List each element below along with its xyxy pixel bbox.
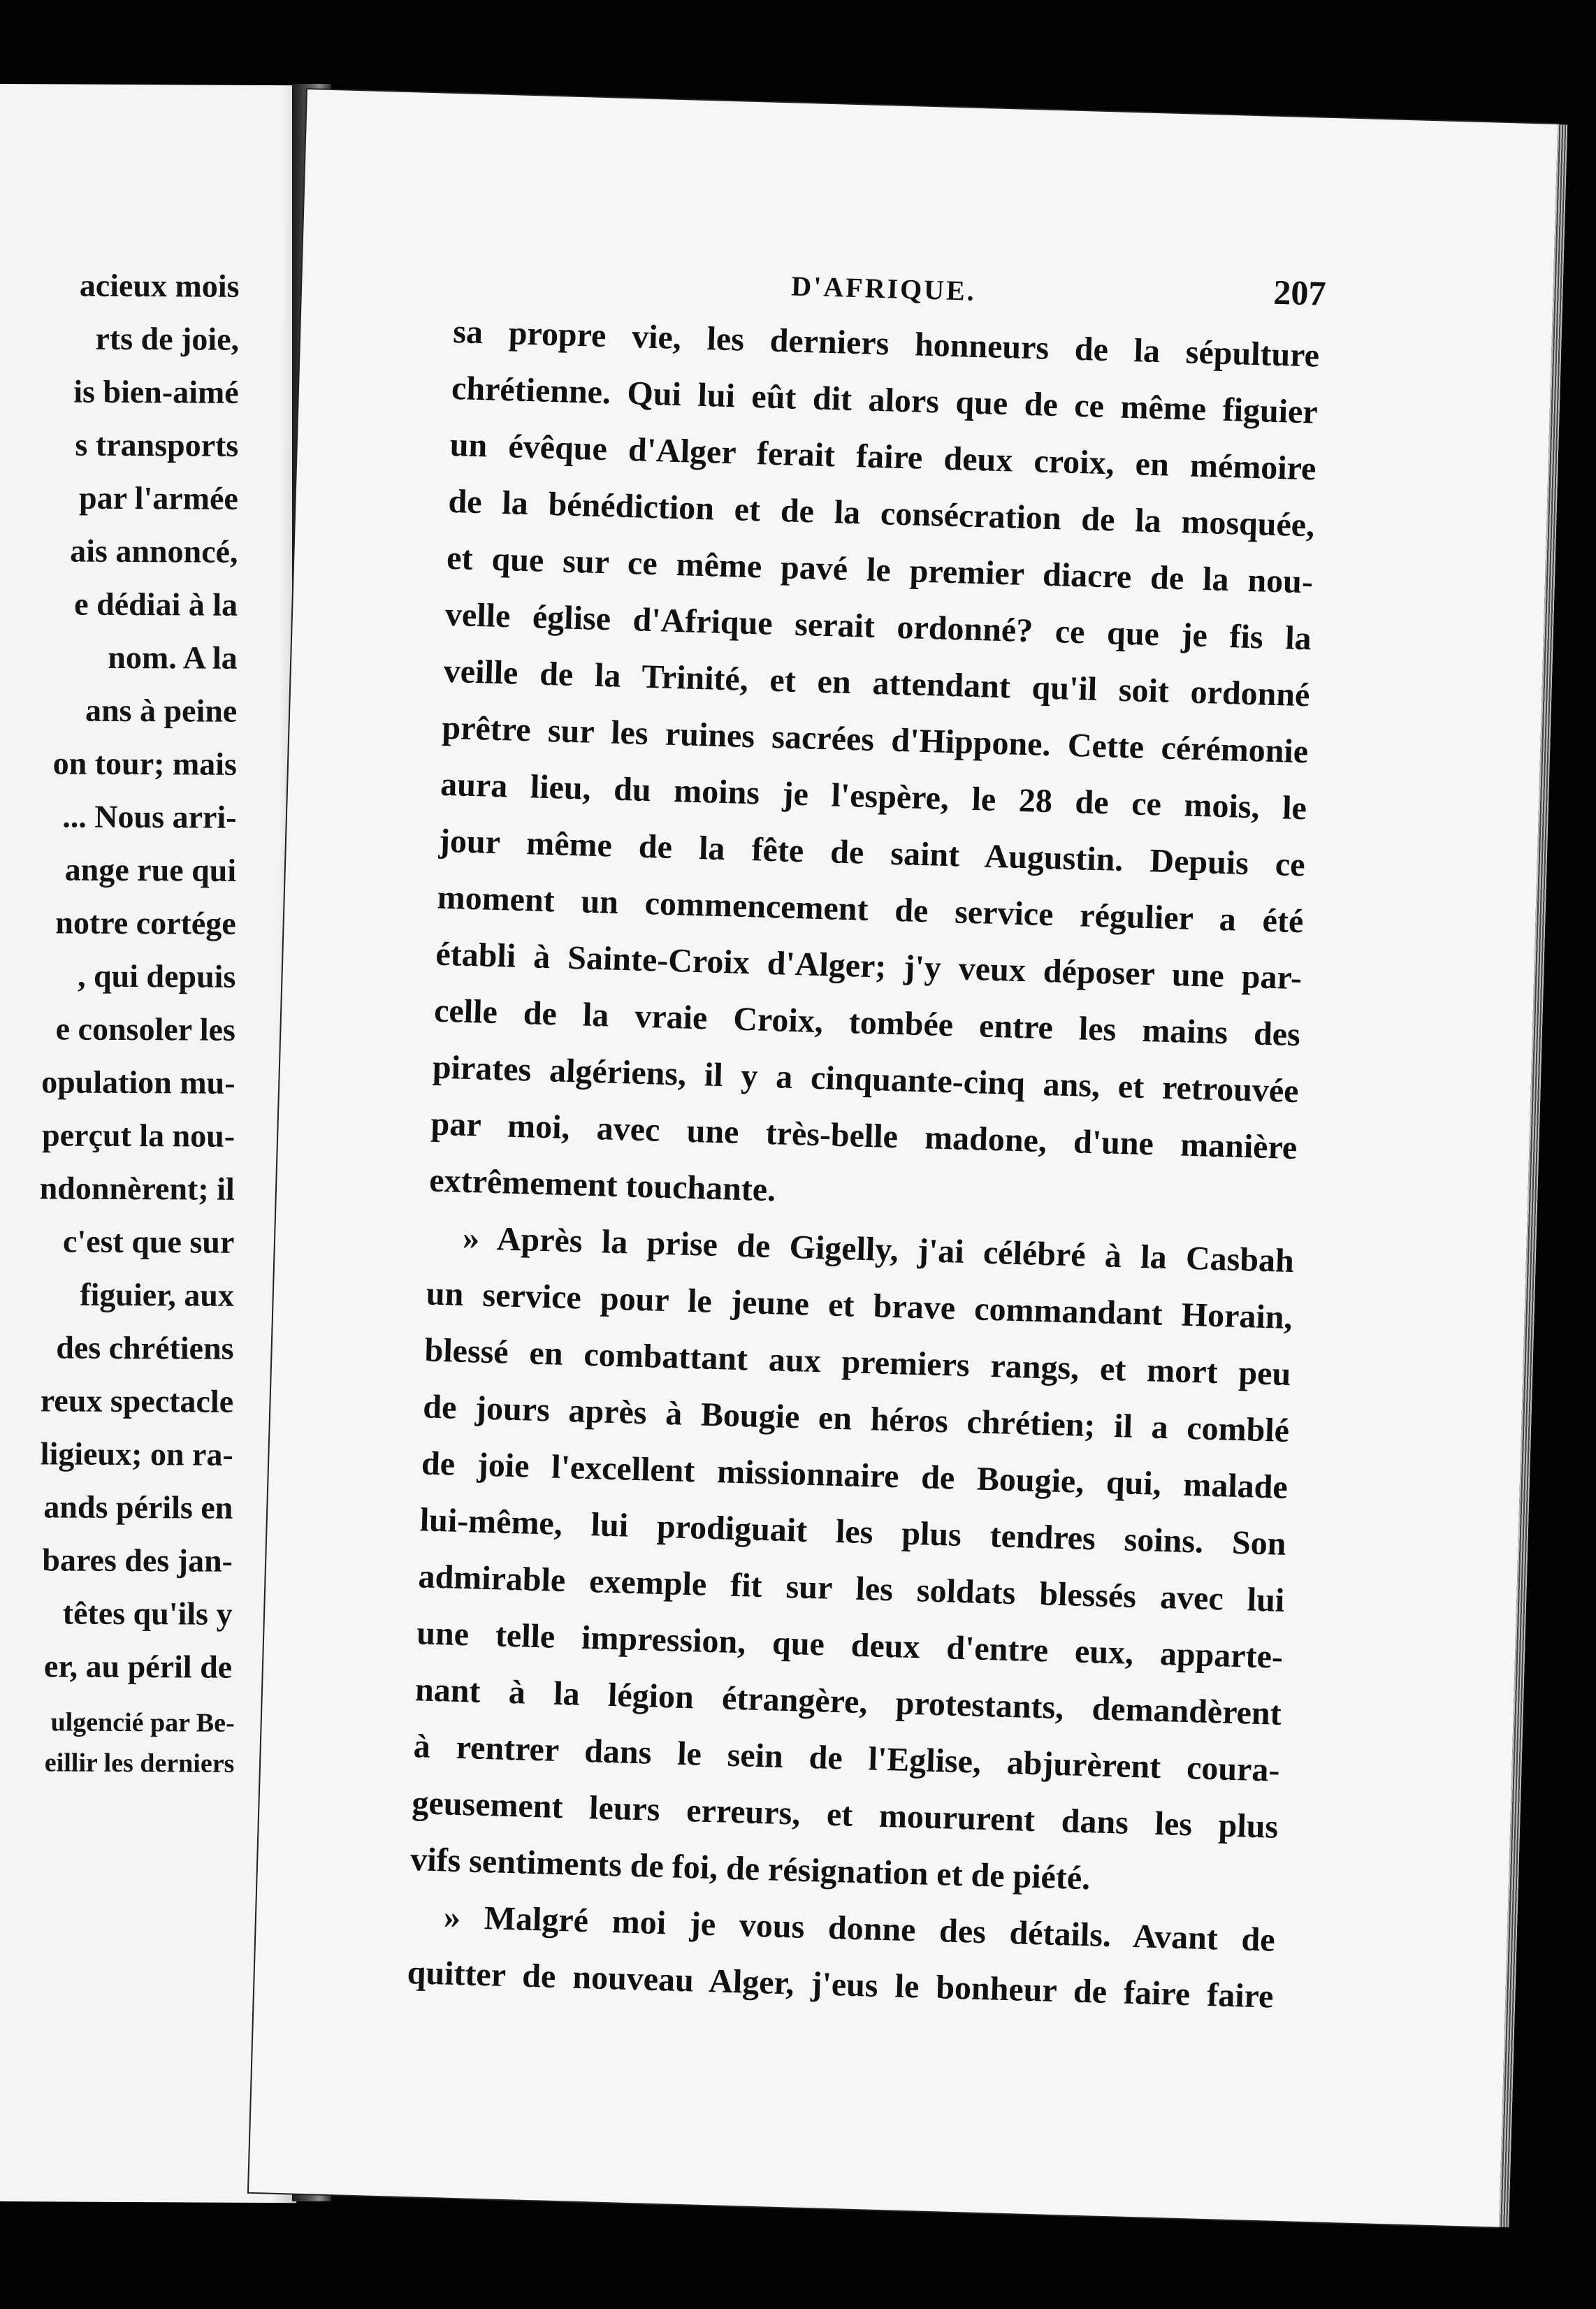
text-line: ligieux; on ra- xyxy=(40,1435,233,1472)
text-line: à rentrer dans le sein de l'Eglise, abjurèrent coura- xyxy=(413,1728,1281,1789)
text-line: opulation mu- xyxy=(41,1064,235,1101)
text-line: » Malgré moi je vous donne des détails. Avant de xyxy=(443,1898,1276,1959)
text-line: quitter de nouveau Alger, j'eus le bonheur de faire faire xyxy=(407,1954,1275,2015)
text-line: pirates algériens, il y a cinquante-cinq ans, et retrouvée xyxy=(432,1048,1300,1110)
running-head: D'AFRIQUE. xyxy=(790,270,977,307)
text-line: moment un commencement de service régulier a été xyxy=(437,878,1305,941)
text-line: s transports xyxy=(75,426,239,463)
text-line: , qui depuis xyxy=(77,957,236,994)
right-page-text xyxy=(407,303,1320,2025)
text-line: une telle impression, que deux d'entre eux, apparte- xyxy=(416,1614,1284,1676)
text-line: de jours après à Bougie en héros chrétien; il a comblé xyxy=(422,1388,1290,1449)
text-line: figuier, aux xyxy=(80,1276,235,1313)
text-line: un évêque d'Alger ferait faire deux croix, en mémoire xyxy=(449,426,1317,488)
text-line: lui-même, lui prodiguait les plus tendres soins. Son xyxy=(419,1501,1287,1563)
text-line: e consoler les xyxy=(55,1011,236,1048)
text-line: veille de la Trinité, et en attendant qu'il soit ordonné xyxy=(443,652,1311,714)
text-line: ndonnèrent; il xyxy=(39,1170,235,1207)
text-line: prêtre sur les ruines sacrées d'Hippone. Cette cérémonie xyxy=(441,709,1309,771)
text-line: et que sur ce même pavé le premier diacre de la nou- xyxy=(446,539,1314,601)
text-line: vifs sentiments de foi, de résignation et de piété. xyxy=(409,1841,1091,1897)
text-line: is bien-aimé xyxy=(73,373,239,410)
text-line: un service pour le jeune et brave commandant Horain, xyxy=(426,1275,1293,1337)
text-line: er, au péril de xyxy=(43,1648,233,1685)
page-number: 207 xyxy=(1272,272,1327,313)
left-page-text xyxy=(0,258,240,1694)
text-line: aura lieu, du moins je l'espère, le 28 de ce mois, le xyxy=(440,765,1307,827)
text-line: de la bénédiction et de la consécration de la mosquée, xyxy=(447,482,1315,544)
page-edge xyxy=(1499,124,1567,2227)
text-line: blessé en combattant aux premiers rangs, et mort peu xyxy=(423,1331,1291,1393)
text-line: c'est que sur xyxy=(62,1223,235,1260)
footnote-line: ulgencié par Be- xyxy=(50,1707,235,1738)
text-line: notre cortége xyxy=(55,904,236,941)
text-line: celle de la vraie Croix, tombée entre les mains des xyxy=(433,992,1301,1054)
text-line: geusement leurs erreurs, et moururent dans les plus xyxy=(411,1784,1279,1846)
text-line: reux spectacle xyxy=(40,1382,234,1419)
text-line: ans à peine xyxy=(85,692,238,729)
text-line: ... Nous arri- xyxy=(62,798,237,835)
text-line: par moi, avec une très-belle madone, d'une manière xyxy=(430,1105,1298,1167)
text-line: ange rue qui xyxy=(64,851,237,888)
text-line: acieux mois xyxy=(79,267,240,304)
text-line: rts de joie, xyxy=(95,320,240,357)
text-line: têtes qu'ils y xyxy=(62,1595,233,1632)
text-line: extrêmement touchante. xyxy=(428,1161,776,1209)
text-line: ais annoncé, xyxy=(70,533,238,570)
text-line: chrétienne. Qui lui eût dit alors que de ce même figuier xyxy=(451,369,1319,431)
text-line: de joie l'excellent missionnaire de Bougie, qui, malade xyxy=(421,1445,1289,1506)
text-line: admirable exemple fit sur les soldats blessés avec lui xyxy=(417,1558,1285,1619)
text-line: e dédiai à la xyxy=(74,586,238,623)
text-line: nant à la légion étrangère, protestants, demandèrent xyxy=(414,1671,1282,1732)
text-line: établi à Sainte-Croix d'Alger; j'y veux déposer une par- xyxy=(435,935,1303,997)
text-line: velle église d'Afrique serait ordonné? ce que je fis la xyxy=(444,595,1312,658)
text-line: par l'armée xyxy=(78,479,239,516)
right-page xyxy=(249,89,1558,2227)
text-line: » Après la prise de Gigelly, j'ai célébré à la Casbah xyxy=(462,1219,1295,1280)
text-line: bares des jan- xyxy=(42,1542,233,1579)
footnote-line: eillir les derniers xyxy=(44,1748,235,1779)
left-page-footnotes xyxy=(0,1701,235,1784)
text-line: nom. A la xyxy=(108,639,238,676)
text-line: perçut la nou- xyxy=(41,1117,235,1154)
text-line: ands périls en xyxy=(43,1489,233,1526)
text-line: jour même de la fête de saint Augustin. Depuis ce xyxy=(438,822,1306,884)
text-line: sa propre vie, les derniers honneurs de la sépulture xyxy=(452,312,1320,375)
text-line: on tour; mais xyxy=(52,745,238,782)
text-line: des chrétiens xyxy=(56,1329,234,1366)
